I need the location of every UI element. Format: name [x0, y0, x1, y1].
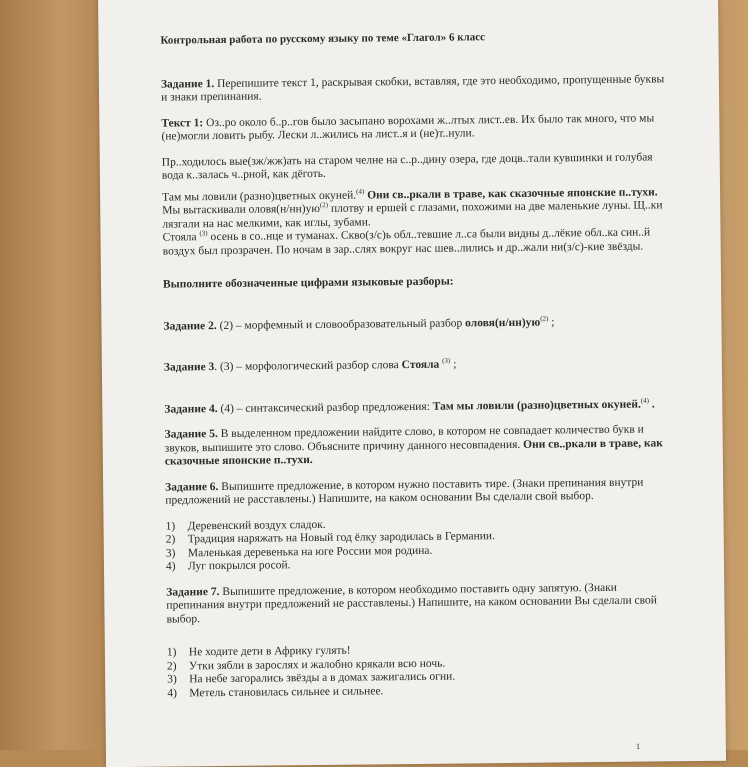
- task7-options: [167, 641, 673, 700]
- text1-paragraph1: Текст 1: Оз..ро около б..р..гов было засыпано ворохами ж..лтых лист..ев. Их было так много, что мы (не)могли ловить рыбу. Лески л..жились на лист..я и (не)т..нули.: [161, 111, 655, 143]
- task1-label: Задание 1.: [160, 77, 215, 91]
- task6: Задание 6. Выпишите предложение, в котором нужно поставить тире. (Знаки препинания внутри предложений не расставлены.) Напишите, на каком основании Вы сделали свой выбор.: [165, 476, 644, 507]
- text1-label: Текст 1:: [161, 116, 204, 130]
- task7: Задание 7. Выпишите предложение, в котором необходимо поставить одну запятую. (Знаки препинания внутри предложений не расставлены.) Напишите, на каком основании Вы сделали свой выбор.: [166, 581, 657, 626]
- task3: Задание 3. (3) – морфологический разбор слова Стояла $^{(3)}$ ;: [163, 356, 457, 374]
- list-item: 3) На небе загорались звёзды а в домах зажигались огни.: [167, 670, 456, 686]
- list-item: 2) Утки зябли в зарослях и жалобно крякали всю ночь.: [166, 657, 446, 673]
- list-item: 3) Маленькая деревенька на юге России моя родина.: [165, 544, 433, 560]
- instruction: Выполните обозначенные цифрами языковые разборы:: [162, 275, 454, 291]
- document-title: Контрольная работа по русскому языку по теме «Глагол» 6 класс: [160, 31, 486, 47]
- list-item: 1) Не ходите дети в Африку гулять!: [166, 644, 351, 659]
- document-content: [160, 29, 672, 700]
- paper-sheet: [98, 0, 726, 767]
- task6-options: [165, 515, 671, 574]
- task5: Задание 5. В выделенном предложении найдите слово, в котором не совпадает количество букв и звуков, выпишите это слово. Объясните причину данного несовпадения. Они св..ркали в траве, как сказочные японские п..тухи.: [164, 423, 663, 468]
- list-item: 4) Метель становилась сильнее и сильнее.: [167, 684, 384, 700]
- task4: Задание 4. (4) – синтаксический разбор предложения: Там мы ловили (разно)цветных окуней.$^{(4)}$ .: [164, 396, 655, 416]
- background-wall-left: [0, 0, 100, 750]
- list-item: 4) Луг покрылся росой.: [165, 559, 291, 573]
- list-item: 2) Традиция наряжать на Новый год ёлку зародилась в Германии.: [165, 530, 495, 546]
- highlighted-sentence: Они св..ркали в траве, как сказочные японские п..тухи.: [367, 185, 658, 201]
- page-number: 1: [636, 742, 640, 751]
- task1-text: Перепишите текст 1, раскрывая скобки, вставляя, где это необходимо, пропущенные буквы и знаки препинания.: [161, 72, 665, 104]
- task2: Задание 2. (2) – морфемный и словообразовательный разбор $оловя(н/нн)ую^{(2)}$ ;: [163, 314, 555, 333]
- list-item: 1) Деревенский воздух сладок.: [165, 518, 326, 533]
- text1-paragraph2: Пр..ходилось вые(зж/жж)ать на старом челне на с..р..дину озера, где доцв..тали кувшинки и голубая вода к..залась ч..рной, как дёготь.: [161, 150, 653, 182]
- text1-paragraph3: Там мы ловили (разно)цветных окуней.$^{(4)}$ Они св..ркали в траве, как сказочные японские п..тухи. Мы вытаскивали $оловя(н/нн)ую^{(2)}$ плотву и ершей с глазами, похожими на две маленькие луны. Щ..ки лязгали на нас мелкими, как иглы, зубами. Стояла $^{(3)}$ осень в со..нце и туманах. Скво(з/с)ь обл..тевшие л..са были видны д..лёкие обл..ка син..й воздух был прозрачен. По ночам в зар..слях вокруг нас шев..лились и др..жали ни(з/с)-кие звёзды.: [162, 185, 663, 258]
